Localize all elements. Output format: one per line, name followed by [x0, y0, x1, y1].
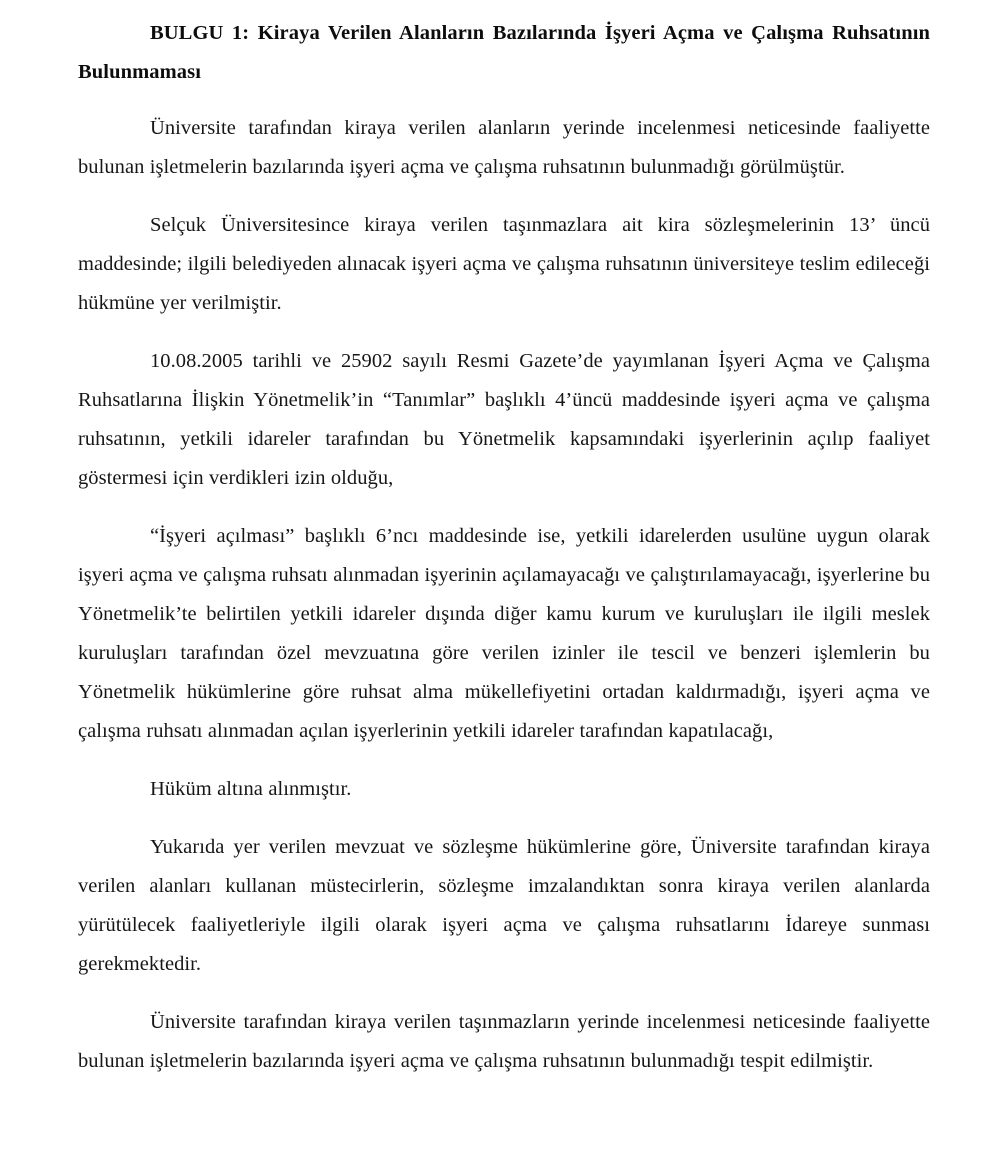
finding-heading: BULGU 1: Kiraya Verilen Alanların Bazılarında İşyeri Açma ve Çalışma Ruhsatının Bulunmaması [78, 22, 930, 83]
paragraph-obligation-conclusion: Yukarıda yer verilen mevzuat ve sözleşme hükümlerine göre, Üniversite tarafından kiraya verilen alanları kullanan müstecirlerin, sözleşme imzalandıktan sonra kiraya verilen alanlarda yürütülecek faaliyetleriyle ilgili olarak işyeri açma ve çalışma ruhsatlarını İdareye sunması gerekmektedir. [78, 836, 930, 975]
paragraph-inspection-summary: Üniversite tarafından kiraya verilen alanların yerinde incelenmesi neticesinde faaliyette bulunan işletmelerin bazılarında işyeri açma ve çalışma ruhsatının bulunmadığı görülmüştür. [78, 117, 930, 178]
paragraph-regulation-article-4: 10.08.2005 tarihli ve 25902 sayılı Resmi Gazete’de yayımlanan İşyeri Açma ve Çalışma Ruhsatlarına İlişkin Yönetmelik’in “Tanımlar” başlıklı 4’üncü maddesinde işyeri açma ve çalışma ruhsatının, yetkili idareler tarafından bu Yönetmelik kapsamındaki işyerlerinin açılıp faaliyet göstermesi için verdikleri izin olduğu, [78, 350, 930, 489]
paragraph-regulation-article-6: “İşyeri açılması” başlıklı 6’ncı maddesinde ise, yetkili idarelerden usulüne uygun olarak işyeri açma ve çalışma ruhsatı alınmadan işyerinin açılamayacağı ve çalıştırılamayacağı, işyerlerine bu Yönetmelik’te belirtilen yetkili idareler dışında diğer kamu kurum ve kuruluşları ile ilgili meslek kuruluşları tarafından özel mevzuatına göre verilen izinler ile tescil ve benzeri işlemlerin bu Yönetmelik hükümlerine göre ruhsat alma mükellefiyetini ortadan kaldırmadığı, işyeri açma ve çalışma ruhsatı alınmadan açılan işyerlerinin yetkili idareler tarafından kapatılacağı, [78, 525, 930, 742]
paragraph-finding-conclusion: Üniversite tarafından kiraya verilen taşınmazların yerinde incelenmesi neticesinde faaliyette bulunan işletmelerin bazılarında işyeri açma ve çalışma ruhsatının bulunmadığı tespit edilmiştir. [78, 1011, 930, 1072]
paragraph-ruling-statement: Hüküm altına alınmıştır. [150, 778, 352, 800]
paragraph-lease-contract-article-13: Selçuk Üniversitesince kiraya verilen taşınmazlara ait kira sözleşmelerinin 13’ üncü maddesinde; ilgili belediyeden alınacak işyeri açma ve çalışma ruhsatının üniversiteye teslim edileceği hükmüne yer verilmiştir. [78, 214, 930, 314]
